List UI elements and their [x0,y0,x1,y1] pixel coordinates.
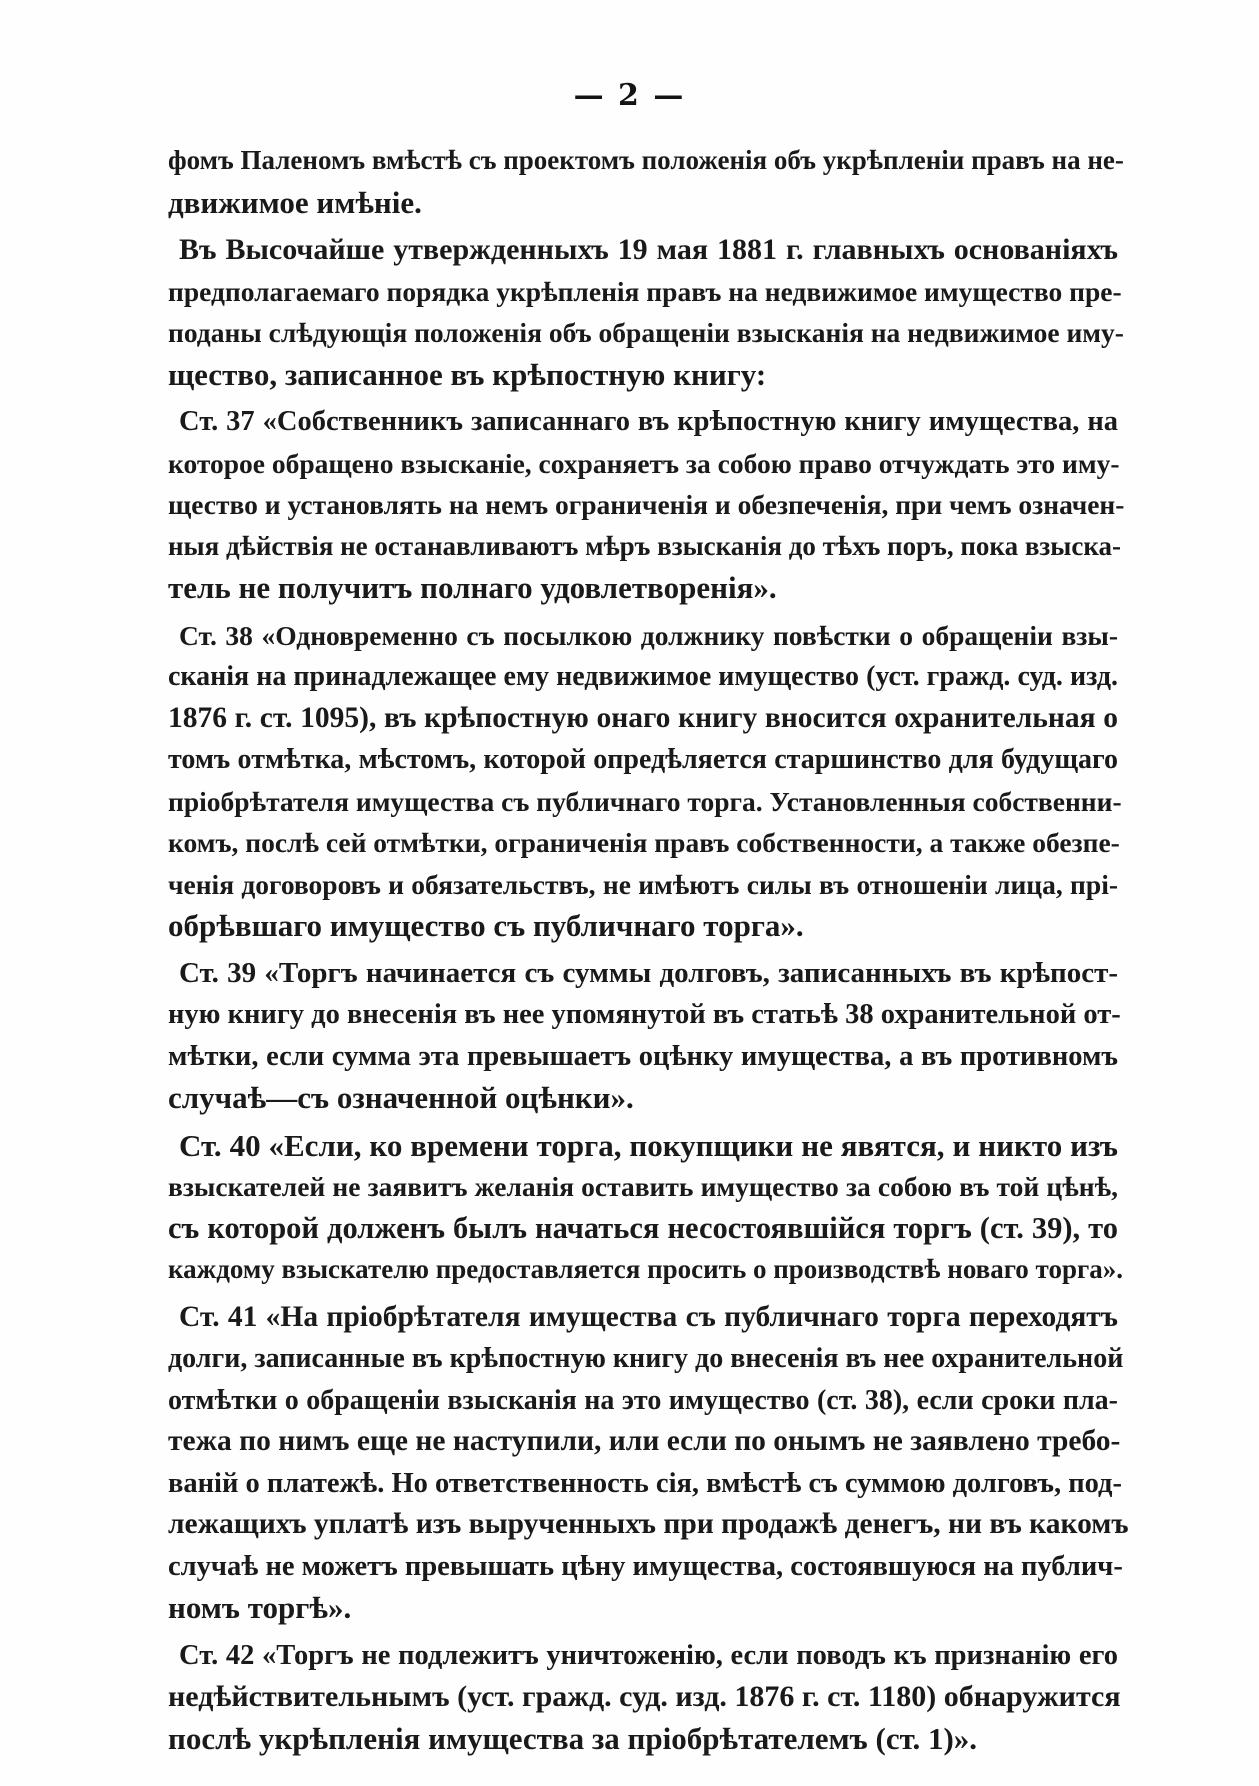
body-text [168,140,1129,1765]
text-line: движимое имѣніе. [168,184,422,220]
text-line: недѣйствительнымъ (уст. гражд. суд. изд. 1876 г. ст. 1180) обнаружится [168,1680,1121,1713]
text-line: обрѣвшаго имущество съ публичнаго торга». [168,908,804,943]
text-line: случаѣ—съ означенной оцѣнки». [168,1080,634,1115]
text-line: комъ, послѣ сей отмѣтки, ограниченія правъ собственности, а также обезпе- [168,827,1120,858]
text-line: послѣ укрѣпленія имущества за пріобрѣтателемъ (ст. 1)». [168,1720,978,1756]
text-line: взыскателей не заявитъ желанія оставить имущество за собою въ той цѣнѣ, [168,1171,1118,1202]
text-line: поданы слѣдующія положенія объ обращеніи взысканія на недвижимое иму- [168,317,1124,348]
paragraph-article-38 [168,615,1122,947]
text-line: каждому взыскателю предоставляется просить о производствѣ новаго торга». [168,1254,1123,1284]
text-line: Ст. 39 «Торгъ начинается съ суммы долговъ, записанныхъ въ крѣпост- [179,956,1118,989]
text-line: Ст. 42 «Торгъ не подлежитъ уничтоженію, если поводъ къ признанію его [179,1639,1118,1671]
text-line: съ которой долженъ былъ начаться несостоявшійся торгъ (ст. 39), то [168,1210,1118,1245]
page-number: — 2 — [573,78,686,113]
text-line: номъ торгѣ». [168,1590,352,1625]
text-line: тежа по нимъ еще не наступили, или если по онымъ не заявлено требо- [168,1425,1121,1457]
text-line: Ст. 38 «Одновременно съ посылкою должнику повѣстки о обращеніи взы- [179,619,1118,651]
text-line: ную книгу до внесенія въ нее упомянутой въ статьѣ 38 охранительной от- [168,999,1121,1030]
text-line: фомъ Паленомъ вмѣстѣ съ проектомъ положенія объ укрѣпленіи правъ на не- [168,145,1124,175]
text-line: Въ Высочайше утвержденныхъ 19 мая 1881 г. главныхъ основаніяхъ [179,233,1118,266]
text-line: Ст. 40 «Если, ко времени торга, покупщики не явятся, и никто изъ [179,1127,1118,1163]
text-line: щество и установлять на немъ ограниченія и обезпеченія, при чемъ означен- [168,489,1125,520]
text-line: 1876 г. ст. 1095), въ крѣпостную онаго книгу вносится охранительная о [168,701,1118,734]
text-line: тель не получитъ полнаго удовлетворенія». [168,570,777,605]
text-line: Ст. 41 «На пріобрѣтателя имущества съ публичнаго торга переходятъ [179,1300,1118,1333]
text-line: лежащихъ уплатѣ изъ вырученныхъ при продажѣ денегъ, ни въ какомъ [168,1508,1129,1540]
text-line: сканія на принадлежащее ему недвижимое имущество (уст. гражд. суд. изд. [168,661,1118,692]
paragraph-continuation [168,140,1124,223]
paragraph-article-42 [168,1635,1121,1760]
paragraph-article-37 [168,401,1125,609]
paragraph-article-39 [168,953,1121,1119]
text-line: мѣтки, если сумма эта превышаетъ оцѣнку имущества, а въ противномъ [168,1040,1118,1072]
paragraph-article-40 [168,1125,1123,1291]
text-line: которое обращено взысканіе, сохраняетъ за собою право отчуждать это иму- [168,447,1120,479]
text-line: предполагаемаго порядка укрѣпленія правъ на недвижимое имущество пре- [168,275,1122,307]
text-line: Ст. 37 «Собственникъ записаннаго въ крѣпостную книгу имущества, на [179,406,1118,437]
paragraph-article-41 [168,1297,1129,1629]
text-line: щество, записанное въ крѣпостную книгу: [168,356,767,392]
text-line: ваній о платежѣ. Но ответственность сія, вмѣстѣ съ суммою долговъ, под- [168,1467,1122,1499]
text-line: отмѣтки о обращеніи взысканія на это имущество (ст. 38), если сроки пла- [168,1384,1118,1416]
text-line: случаѣ не можетъ превышать цѣну имущества, состоявшуюся на публич- [168,1550,1123,1582]
text-line: пріобрѣтателя имущества съ публичнаго торга. Установленныя собственни- [168,785,1122,817]
text-line: ныя дѣйствія не останавливаютъ мѣръ взысканія до тѣхъ поръ, пока взыска- [168,530,1121,561]
text-line: томъ отмѣтка, мѣстомъ, которой опредѣляется старшинство для будущаго [168,744,1118,775]
text-line: ченія договоровъ и обязательствъ, не имѣютъ силы въ отношеніи лица, прі- [168,868,1118,900]
text-line: долги, записанные въ крѣпостную книгу до внесенія въ нее охранительной [168,1343,1124,1374]
paragraph-intro [168,229,1124,395]
